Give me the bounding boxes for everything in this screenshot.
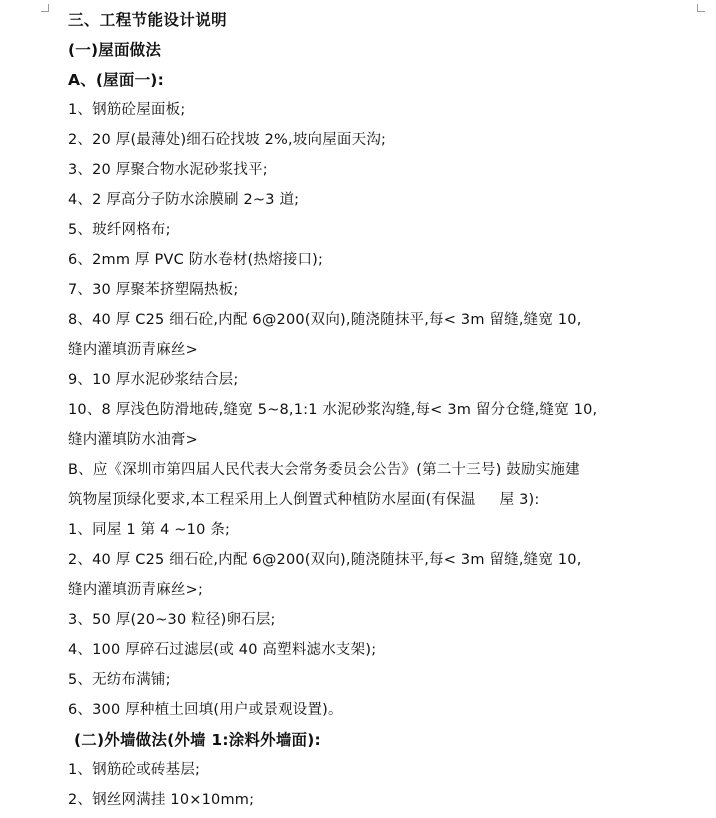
roof-b-item-continued: 缝内灌填沥青麻丝>; xyxy=(68,582,204,598)
roof-a-item-continued: 缝内灌填防水油膏> xyxy=(68,432,198,448)
roof-a-item: 8、40 厚 C25 细石砼,内配 6@200(双向),随浇随抹平,每< 3m 留缝,缝宽 10, xyxy=(68,312,582,328)
roof-b-item: 6、300 厚种植土回填(用户或景观设置)。 xyxy=(68,702,343,718)
margin-corner-mark xyxy=(697,4,705,12)
roof-b-item: 2、40 厚 C25 细石砼,内配 6@200(双向),随浇随抹平,每< 3m 留缝,缝宽 10, xyxy=(68,552,582,568)
roof-b-item: 1、同屋 1 第 4 ~10 条; xyxy=(68,522,231,538)
roof-b-item: 3、50 厚(20~30 粒径)卵石层; xyxy=(68,612,276,628)
wall-heading: (二)外墙做法(外墙 1:涂料外墙面): xyxy=(74,731,321,749)
roof-a-item: 9、10 厚水泥砂浆结合层; xyxy=(68,372,239,388)
roof-a-item: 7、30 厚聚苯挤塑隔热板; xyxy=(68,282,239,298)
roof-a-label: A、(屋面一): xyxy=(68,71,164,89)
roof-a-item: 6、2mm 厚 PVC 防水卷材(热熔接口); xyxy=(68,252,324,268)
roof-a-item: 5、玻纤网格布; xyxy=(68,222,171,238)
roof-b-text: 筑物屋顶绿化要求,本工程采用上人倒置式种植防水屋面(有保温 屋 3): xyxy=(68,492,540,508)
wall-item: 2、钢丝网满挂 10×10mm; xyxy=(68,792,255,808)
roof-a-item-continued: 缝内灌填沥青麻丝> xyxy=(68,342,198,358)
section-title: 三、工程节能设计说明 xyxy=(68,11,228,29)
roof-a-item: 3、20 厚聚合物水泥砂浆找平; xyxy=(68,162,268,178)
roof-a-item: 1、钢筋砼屋面板; xyxy=(68,102,186,118)
roof-a-item: 4、2 厚高分子防水涂膜刷 2~3 道; xyxy=(68,192,300,208)
roof-b-item: 4、100 厚碎石过滤层(或 40 高塑料滤水支架); xyxy=(68,642,377,658)
margin-corner-mark xyxy=(41,4,49,12)
roof-a-item: 2、20 厚(最薄处)细石砼找坡 2%,坡向屋面天沟; xyxy=(68,132,387,148)
roof-b-text: B、应《深圳市第四届人民代表大会常务委员会公告》(第二十三号) 鼓励实施建 xyxy=(68,462,580,478)
wall-item: 1、钢筋砼或砖基层; xyxy=(68,762,201,778)
roof-a-item: 10、8 厚浅色防滑地砖,缝宽 5~8,1:1 水泥砂浆沟缝,每< 3m 留分仓缝,缝宽 10, xyxy=(68,402,598,418)
roof-heading: (一)屋面做法 xyxy=(68,41,162,59)
roof-b-item: 5、无纺布满铺; xyxy=(68,672,171,688)
